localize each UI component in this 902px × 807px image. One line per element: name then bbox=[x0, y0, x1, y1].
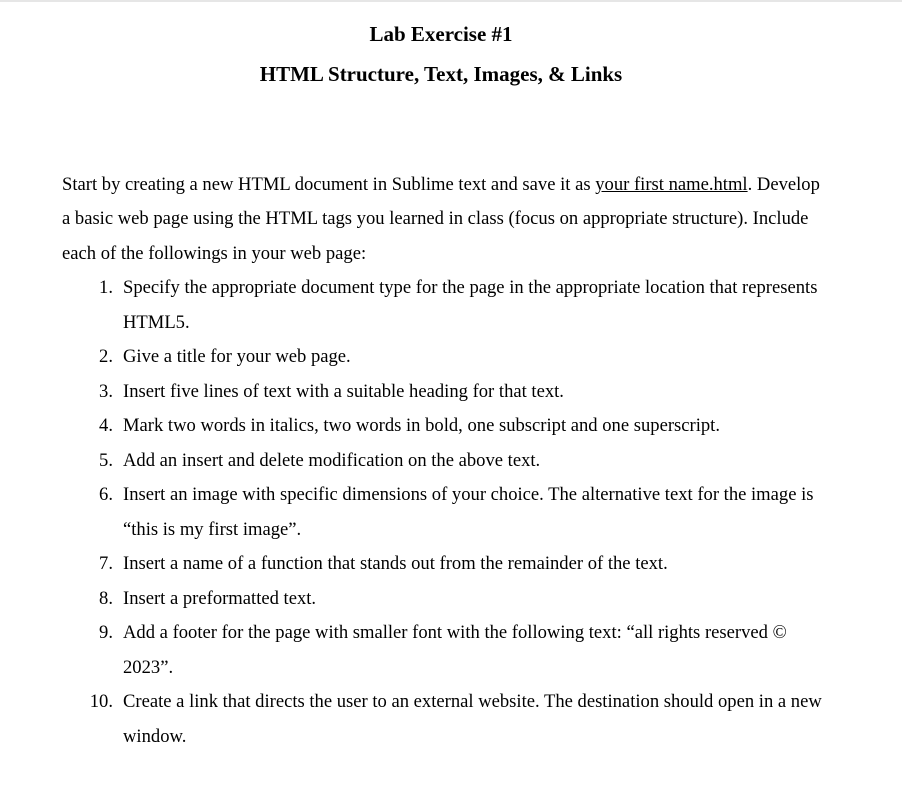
list-item-text: Insert an image with specific dimensions of your choice. The alternative text for the image is “this is my first image”. bbox=[123, 484, 814, 540]
list-item-number: 2. bbox=[99, 346, 113, 367]
list-item bbox=[62, 375, 822, 410]
list-item-text: Add an insert and delete modification on the above text. bbox=[123, 449, 541, 471]
list-item-number: 7. bbox=[99, 553, 113, 574]
list-item-text: Mark two words in italics, two words in bold, one subscript and one superscript. bbox=[123, 415, 720, 436]
document-title: Lab Exercise #1 bbox=[369, 22, 513, 46]
list-item bbox=[62, 271, 822, 340]
list-item bbox=[62, 340, 822, 375]
list-item-text: Give a title for your web page. bbox=[123, 346, 351, 367]
list-item-text: Add a footer for the page with smaller font with the following text: “all rights reserved © 2023”. bbox=[123, 622, 787, 678]
list-item-text: Insert a name of a function that stands out from the remainder of the text. bbox=[123, 553, 668, 574]
list-item-text: Specify the appropriate document type for the page in the appropriate location that represents HTML5. bbox=[123, 277, 818, 333]
requirements-list bbox=[62, 271, 822, 754]
intro-paragraph bbox=[62, 168, 822, 271]
list-item-number: 10. bbox=[89, 691, 113, 712]
document-subtitle: HTML Structure, Text, Images, & Links bbox=[259, 62, 623, 86]
filename-underlined: your first name.html bbox=[595, 174, 748, 195]
list-item-number: 1. bbox=[99, 277, 113, 298]
list-item bbox=[62, 444, 822, 479]
list-item bbox=[62, 582, 822, 617]
list-item bbox=[62, 478, 822, 547]
list-item-number: 8. bbox=[99, 587, 113, 609]
intro-text-end: . Develop a basic web page using the HTML tags you learned in class (focus on appropriate structure). Include each of the followings in your web page: bbox=[62, 174, 820, 264]
list-item-number: 4. bbox=[99, 415, 113, 436]
list-item-number: 5. bbox=[99, 449, 113, 471]
list-item-number: 9. bbox=[99, 622, 113, 643]
list-item bbox=[62, 547, 822, 582]
list-item bbox=[62, 685, 822, 754]
list-item bbox=[62, 409, 822, 444]
list-item-text: Insert a preformatted text. bbox=[123, 587, 317, 609]
list-item-text: Insert five lines of text with a suitable heading for that text. bbox=[123, 380, 564, 402]
list-item-number: 6. bbox=[99, 484, 113, 505]
list-item-text: Create a link that directs the user to an external website. The destination should open in a new window. bbox=[123, 691, 822, 747]
list-item bbox=[62, 616, 822, 685]
list-item-number: 3. bbox=[99, 380, 113, 402]
intro-text-start: Start by creating a new HTML document in Sublime text and save it as bbox=[62, 174, 596, 195]
